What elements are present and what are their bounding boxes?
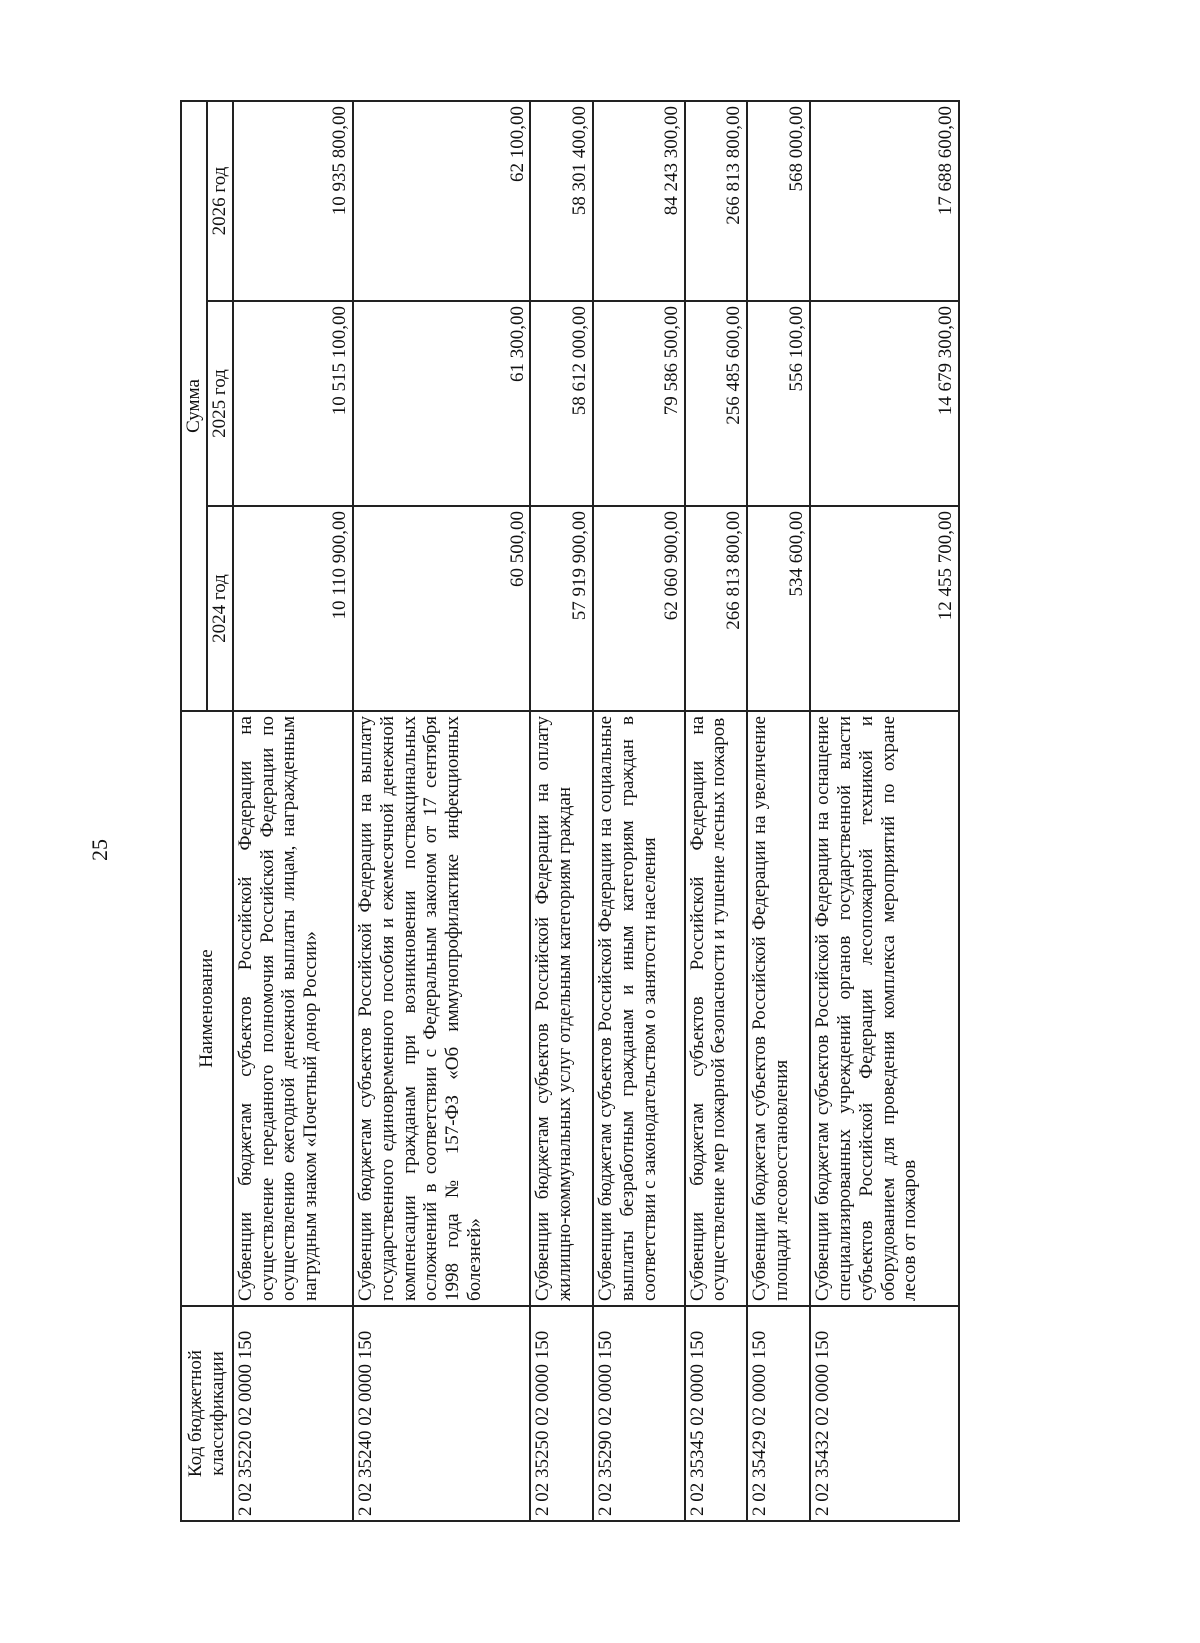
row-name: Субвенции бюджетам субъектов Российской Федерации на увеличение площади лесовосстановления xyxy=(747,711,810,1306)
row-value-2024: 60 500,00 xyxy=(353,506,531,711)
table-row xyxy=(685,101,748,1521)
row-value-2026: 17 688 600,00 xyxy=(810,101,959,301)
row-value-2026: 84 243 300,00 xyxy=(593,101,684,301)
row-code: 2 02 35220 02 0000 150 xyxy=(233,1306,353,1521)
row-name: Субвенции бюджетам субъектов Российской Федерации на осуществление переданного полномочия Российской Федерации по осуществлению ежегодной денежной выплаты лицам, награжденным нагрудным знаком «Почетный донор России» xyxy=(233,711,353,1306)
row-value-2024: 534 600,00 xyxy=(747,506,810,711)
row-value-2024: 57 919 900,00 xyxy=(530,506,593,711)
row-value-2024: 62 060 900,00 xyxy=(593,506,684,711)
header-year-2026: 2026 год xyxy=(207,101,233,301)
table-row xyxy=(747,101,810,1521)
table-row xyxy=(530,101,593,1521)
row-code: 2 02 35250 02 0000 150 xyxy=(530,1306,593,1521)
row-code: 2 02 35429 02 0000 150 xyxy=(747,1306,810,1521)
table-row xyxy=(353,101,531,1521)
row-value-2025: 256 485 600,00 xyxy=(685,301,748,506)
header-name: Наименование xyxy=(181,711,233,1306)
table-row xyxy=(593,101,684,1521)
row-value-2025: 14 679 300,00 xyxy=(810,301,959,506)
row-name: Субвенции бюджетам субъектов Российской Федерации на социальные выплаты безработным гражданам и иным категориям граждан в соответствии с законодательством о занятости населения xyxy=(593,711,684,1306)
header-code: Код бюджетной классификации xyxy=(181,1306,233,1521)
table-row xyxy=(233,101,353,1521)
row-value-2025: 79 586 500,00 xyxy=(593,301,684,506)
header-year-2024: 2024 год xyxy=(207,506,233,711)
table-row xyxy=(810,101,959,1521)
row-value-2024: 10 110 900,00 xyxy=(233,506,353,711)
row-name: Субвенции бюджетам субъектов Российской Федерации на оснащение специализированных учреждений органов государственной власти субъектов Российской Федерации лесопожарной техникой и оборудованием для проведения комплекса мероприятий по охране лесов от пожаров xyxy=(810,711,959,1306)
rotated-table-container xyxy=(180,102,960,1522)
row-value-2025: 58 612 000,00 xyxy=(530,301,593,506)
header-year-2025: 2025 год xyxy=(207,301,233,506)
page-number: 25 xyxy=(87,839,112,861)
row-value-2025: 556 100,00 xyxy=(747,301,810,506)
row-value-2024: 266 813 800,00 xyxy=(685,506,748,711)
row-value-2025: 61 300,00 xyxy=(353,301,531,506)
row-name: Субвенции бюджетам субъектов Российской Федерации на оплату жилищно-коммунальных услуг отдельным категориям граждан xyxy=(530,711,593,1306)
row-value-2026: 10 935 800,00 xyxy=(233,101,353,301)
row-code: 2 02 35432 02 0000 150 xyxy=(810,1306,959,1521)
row-code: 2 02 35345 02 0000 150 xyxy=(685,1306,748,1521)
row-name: Субвенции бюджетам субъектов Российской Федерации на осуществление мер пожарной безопасности и тушение лесных пожаров xyxy=(685,711,748,1306)
row-value-2026: 266 813 800,00 xyxy=(685,101,748,301)
row-name: Субвенции бюджетам субъектов Российской Федерации на выплату государственного единовременного пособия и ежемесячной денежной компенсации гражданам при возникновении поствакцинальных осложнений в соответствии с Федеральным законом от 17 сентября 1998 года № 157-ФЗ «Об иммунопрофилактике инфекционных болезней» xyxy=(353,711,531,1306)
header-sum: Сумма xyxy=(181,101,207,711)
row-value-2024: 12 455 700,00 xyxy=(810,506,959,711)
row-code: 2 02 35240 02 0000 150 xyxy=(353,1306,531,1521)
row-value-2025: 10 515 100,00 xyxy=(233,301,353,506)
row-value-2026: 568 000,00 xyxy=(747,101,810,301)
row-code: 2 02 35290 02 0000 150 xyxy=(593,1306,684,1521)
row-value-2026: 58 301 400,00 xyxy=(530,101,593,301)
row-value-2026: 62 100,00 xyxy=(353,101,531,301)
budget-table xyxy=(180,100,960,1522)
